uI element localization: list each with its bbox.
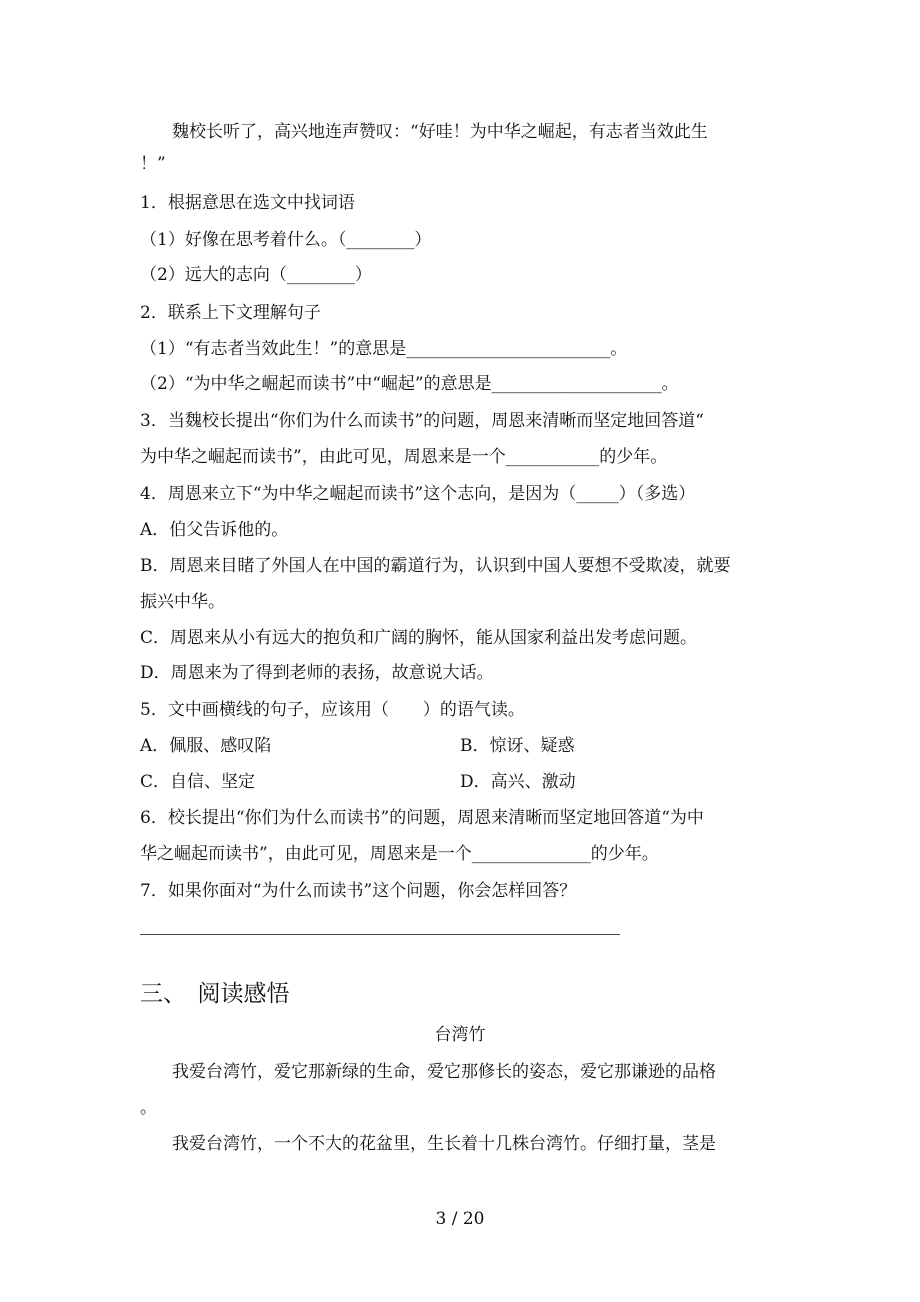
passage-end-line-1: 魏校长听了，高兴地连声赞叹：“好哇！为中华之崛起，有志者当效此生 — [172, 122, 708, 142]
question-4-option-c: C．周恩来从小有远大的抱负和广阔的胸怀，能从国家利益出发考虑问题。 — [140, 628, 698, 648]
question-1-stem: 1．根据意思在选文中找词语 — [140, 193, 355, 213]
question-4-option-a: A．伯父告诉他的。 — [140, 520, 289, 540]
question-4-option-b-line-2: 振兴中华。 — [140, 592, 225, 612]
question-5-option-c: C．自信、坚定 — [140, 772, 256, 792]
question-7-stem: 7．如果你面对“为什么而读书”这个问题，你会怎样回答？ — [140, 881, 577, 901]
section-3-heading: 三、 阅读感悟 — [140, 981, 290, 1007]
question-2-sub-2: （2）“为中华之崛起而读书”中“崛起”的意思是____________________。 — [140, 374, 679, 394]
question-6-line-1: 6．校长提出“你们为什么而读书”的问题，周恩来清晰而坚定地回答道“为中 — [140, 808, 704, 828]
question-5-option-d: D．高兴、激动 — [460, 772, 576, 792]
question-4-option-b-line-1: B．周恩来目睹了外国人在中国的霸道行为，认识到中国人要想不受欺凌，就要 — [140, 556, 731, 576]
question-3-line-2: 为中华之崛起而读书”，由此可见，周恩来是一个___________的少年。 — [140, 447, 668, 467]
question-2-sub-1: （1）“有志者当效此生！”的意思是________________________。 — [140, 339, 628, 359]
answer-line — [140, 934, 620, 935]
article-paragraph-2-line-1: 我爱台湾竹，一个不大的花盆里，生长着十几株台湾竹。仔细打量，茎是 — [172, 1134, 716, 1154]
question-5-option-b: B．惊讶、疑惑 — [460, 736, 575, 756]
question-3-line-1: 3．当魏校长提出“你们为什么而读书”的问题，周恩来清晰而坚定地回答道“ — [140, 411, 704, 431]
question-6-line-2: 华之崛起而读书”，由此可见，周恩来是一个______________的少年。 — [140, 844, 659, 864]
page-number: 3 / 20 — [435, 1209, 485, 1229]
article-paragraph-1-line-2: 。 — [140, 1098, 157, 1118]
question-5-stem: 5．文中画横线的句子，应该用（ ）的语气读。 — [140, 700, 525, 720]
passage-end-line-2: ！” — [140, 154, 166, 174]
article-paragraph-1-line-1: 我爱台湾竹，爱它那新绿的生命，爱它那修长的姿态，爱它那谦逊的品格 — [172, 1062, 716, 1082]
question-1-sub-1: （1）好像在思考着什么。（________） — [140, 230, 432, 250]
article-title: 台湾竹 — [434, 1025, 486, 1045]
question-4-stem: 4．周恩来立下“为中华之崛起而读书”这个志向，是因为（_____）（多选） — [140, 484, 696, 504]
question-4-option-d: D．周恩来为了得到老师的表扬，故意说大话。 — [140, 663, 494, 683]
question-5-option-a: A．佩服、感叹陷 — [140, 736, 272, 756]
question-2-stem: 2．联系上下文理解句子 — [140, 303, 321, 323]
question-1-sub-2: （2）远大的志向（________） — [140, 265, 372, 285]
